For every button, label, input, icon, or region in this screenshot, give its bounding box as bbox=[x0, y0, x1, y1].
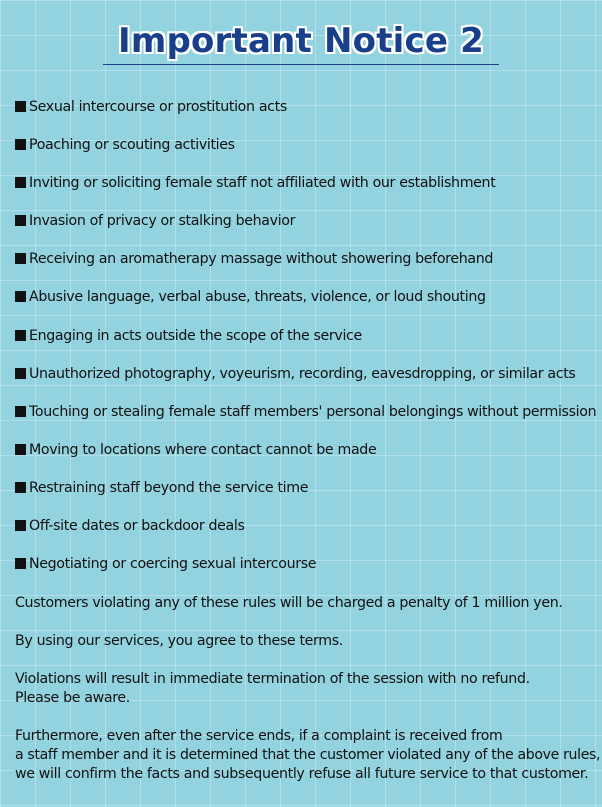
rule-text: Negotiating or coercing sexual intercourse bbox=[29, 556, 317, 573]
rule-text: Off-site dates or backdoor deals bbox=[29, 518, 245, 535]
list-item bbox=[15, 439, 596, 477]
rule-text: Sexual intercourse or prostitution acts bbox=[29, 99, 287, 115]
list-item bbox=[15, 134, 596, 172]
list-item bbox=[15, 515, 596, 553]
black-square-icon bbox=[15, 253, 26, 264]
rule-text: Abusive language, verbal abuse, threats, violence, or loud shouting bbox=[29, 289, 486, 306]
black-square-icon bbox=[15, 368, 26, 379]
rule-text: Invasion of privacy or stalking behavior bbox=[29, 213, 296, 230]
black-square-icon bbox=[15, 101, 26, 112]
rule-text: Poaching or scouting activities bbox=[29, 137, 235, 154]
list-item bbox=[15, 363, 596, 401]
black-square-icon bbox=[15, 215, 26, 226]
rule-text: Restraining staff beyond the service time bbox=[29, 479, 309, 496]
list-item bbox=[15, 248, 596, 286]
list-item bbox=[15, 210, 596, 248]
list-item bbox=[15, 553, 596, 591]
list-item bbox=[15, 401, 596, 439]
black-square-icon bbox=[15, 291, 26, 302]
rule-text: Unauthorized photography, voyeurism, recording, eavesdropping, or similar acts bbox=[29, 365, 576, 382]
refusal-note: Furthermore, even after the service ends, if a complaint is received from a staff member and it is determined that the customer violated any of the above rules, we will confirm the facts and subsequently refuse all future service to that customer. bbox=[15, 728, 601, 782]
rule-text: Inviting or soliciting female staff not affiliated with our establishment bbox=[29, 175, 496, 192]
black-square-icon bbox=[15, 558, 26, 569]
black-square-icon bbox=[15, 520, 26, 531]
page-title: Important Notice 2 bbox=[117, 21, 485, 61]
title-underline bbox=[103, 64, 499, 65]
list-item bbox=[15, 325, 596, 363]
black-square-icon bbox=[15, 482, 26, 493]
rules-list bbox=[15, 96, 596, 591]
rule-text: Touching or stealing female staff members' personal belongings without permission bbox=[29, 403, 597, 420]
rule-text: Receiving an aromatherapy massage without showering beforehand bbox=[29, 251, 493, 268]
list-item bbox=[15, 96, 596, 134]
penalty-note: Customers violating any of these rules will be charged a penalty of 1 million yen. bbox=[15, 595, 563, 611]
black-square-icon bbox=[15, 177, 26, 188]
agreement-note: By using our services, you agree to these terms. bbox=[15, 633, 343, 649]
list-item bbox=[15, 172, 596, 210]
list-item bbox=[15, 477, 596, 515]
black-square-icon bbox=[15, 139, 26, 150]
black-square-icon bbox=[15, 406, 26, 417]
black-square-icon bbox=[15, 330, 26, 341]
list-item bbox=[15, 286, 596, 324]
rule-text: Engaging in acts outside the scope of the service bbox=[29, 327, 362, 344]
termination-note: Violations will result in immediate termination of the session with no refund. Please be aware. bbox=[15, 671, 530, 706]
rule-text: Moving to locations where contact cannot be made bbox=[29, 441, 377, 458]
black-square-icon bbox=[15, 444, 26, 455]
